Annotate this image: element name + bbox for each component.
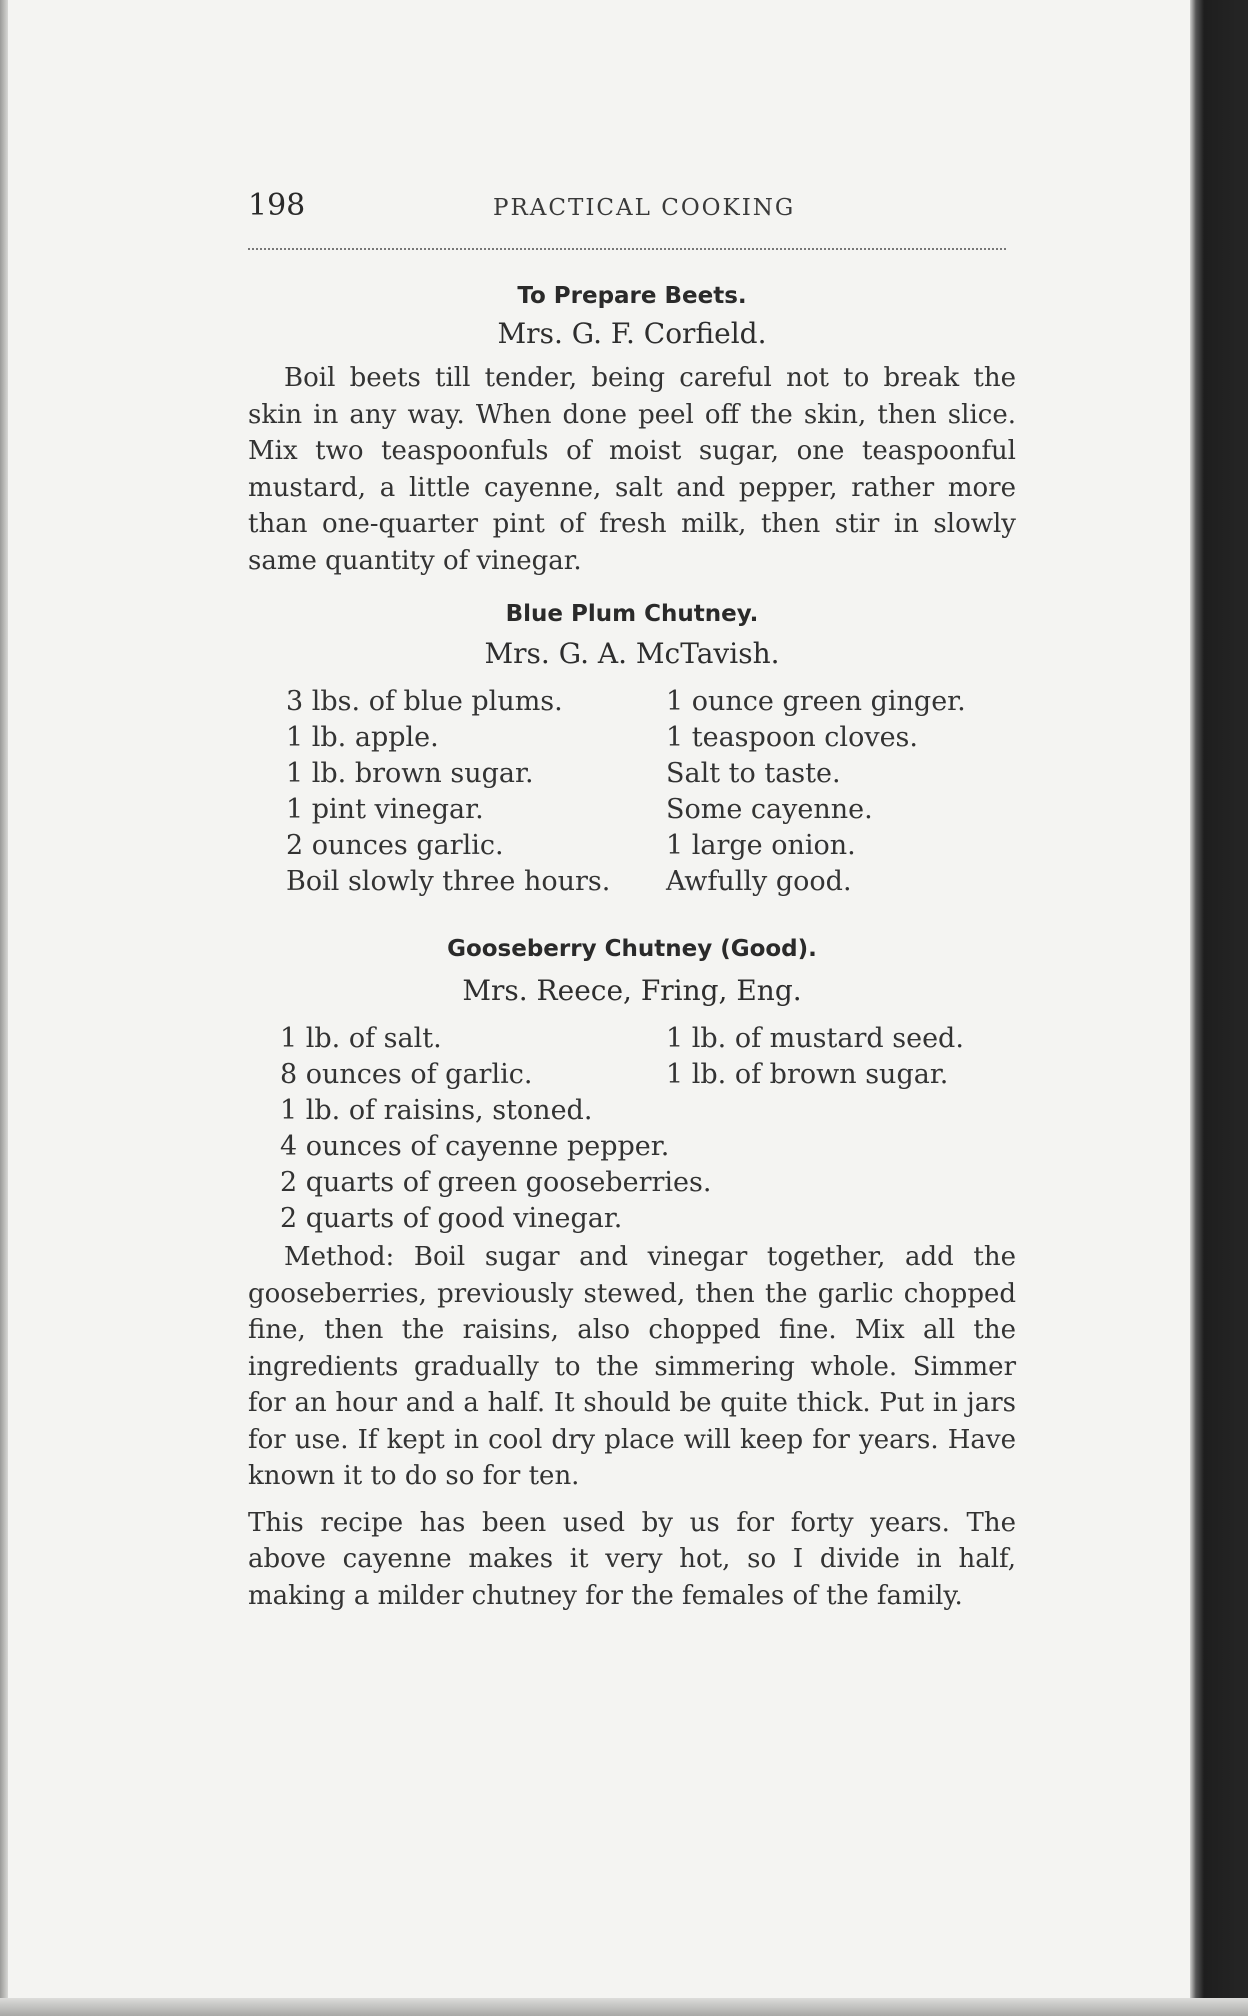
ingredient-line: 1 large onion. — [666, 830, 856, 861]
ingredient-line: Boil slowly three hours. — [286, 866, 611, 897]
page-edge-left — [0, 0, 8, 2016]
ingredient-line: 8 ounces of garlic. — [280, 1059, 533, 1090]
ingredient-line: Salt to taste. — [666, 758, 841, 789]
running-title: PRACTICAL COOKING — [493, 195, 796, 221]
recipe-author: Mrs. G. A. McTavish. — [484, 637, 780, 670]
page-number: 198 — [248, 188, 306, 223]
ingredient-line: Awfully good. — [666, 866, 852, 897]
ingredient-line: 2 quarts of good vinegar. — [280, 1203, 623, 1234]
ingredient-column-right — [666, 684, 966, 900]
book-page — [248, 180, 1016, 1614]
recipe-title: To Prepare Beets. — [517, 283, 747, 309]
book-cover-edge — [1190, 0, 1248, 2016]
header-rule — [248, 248, 1006, 250]
ingredient-line: 1 lb. of mustard seed. — [666, 1023, 964, 1054]
recipe-author: Mrs. Reece, Fring, Eng. — [462, 974, 802, 1007]
ingredient-column-left — [286, 684, 666, 900]
ingredient-column-left — [280, 1021, 666, 1093]
ingredient-line: Some cayenne. — [666, 794, 873, 825]
running-head — [248, 180, 1016, 240]
ingredient-line: 1 pint vinegar. — [286, 794, 484, 825]
ingredient-list — [248, 1093, 1016, 1237]
ingredient-line: 1 lb. brown sugar. — [286, 758, 534, 789]
recipe-instructions: Boil beets till tender, being careful not to break the skin in any way. When done peel off the skin, then slice. Mix two teaspoonfuls of moist sugar, one teaspoonful mustard, a little cayenne, salt and pepper, rather more than one-quarter pint of fresh milk, then stir in slowly same quantity of vinegar. — [248, 363, 1016, 576]
ingredient-line: 2 quarts of green gooseberries. — [280, 1167, 712, 1198]
recipe-title: Gooseberry Chutney (Good). — [447, 936, 817, 962]
recipe-author: Mrs. G. F. Corfield. — [497, 317, 767, 350]
recipe-title: Blue Plum Chutney. — [505, 601, 759, 627]
ingredient-line: 3 lbs. of blue plums. — [286, 686, 563, 717]
ingredient-line: 1 teaspoon cloves. — [666, 722, 918, 753]
ingredient-columns — [248, 1021, 1016, 1093]
page-edge-bottom — [0, 1998, 1248, 2016]
recipe-note: This recipe has been used by us for forty years. The above cayenne makes it very hot, so I divide in half, making a milder chutney for the females of the family. — [248, 1507, 1016, 1611]
ingredient-line: 1 lb. of brown sugar. — [666, 1059, 949, 1090]
ingredient-column-right — [666, 1021, 964, 1093]
recipe-method: Method: Boil sugar and vinegar together, add the gooseberries, previously stewed, then the garlic chopped fine, then the raisins, also chopped fine. Mix all the ingredients gradually to the simmering whole. Simmer for an hour and a half. It should be quite thick. Put in jars for use. If kept in cool dry place will keep for years. Have known it to do so for ten. — [248, 1242, 1016, 1491]
ingredient-line: 1 lb. of raisins, stoned. — [280, 1095, 593, 1126]
ingredient-line: 1 ounce green ginger. — [666, 686, 966, 717]
ingredient-line: 2 ounces garlic. — [286, 830, 504, 861]
ingredient-line: 1 lb. apple. — [286, 722, 439, 753]
ingredient-line: 1 lb. of salt. — [280, 1023, 442, 1054]
ingredient-columns — [248, 684, 1016, 900]
ingredient-line: 4 ounces of cayenne pepper. — [280, 1131, 670, 1162]
